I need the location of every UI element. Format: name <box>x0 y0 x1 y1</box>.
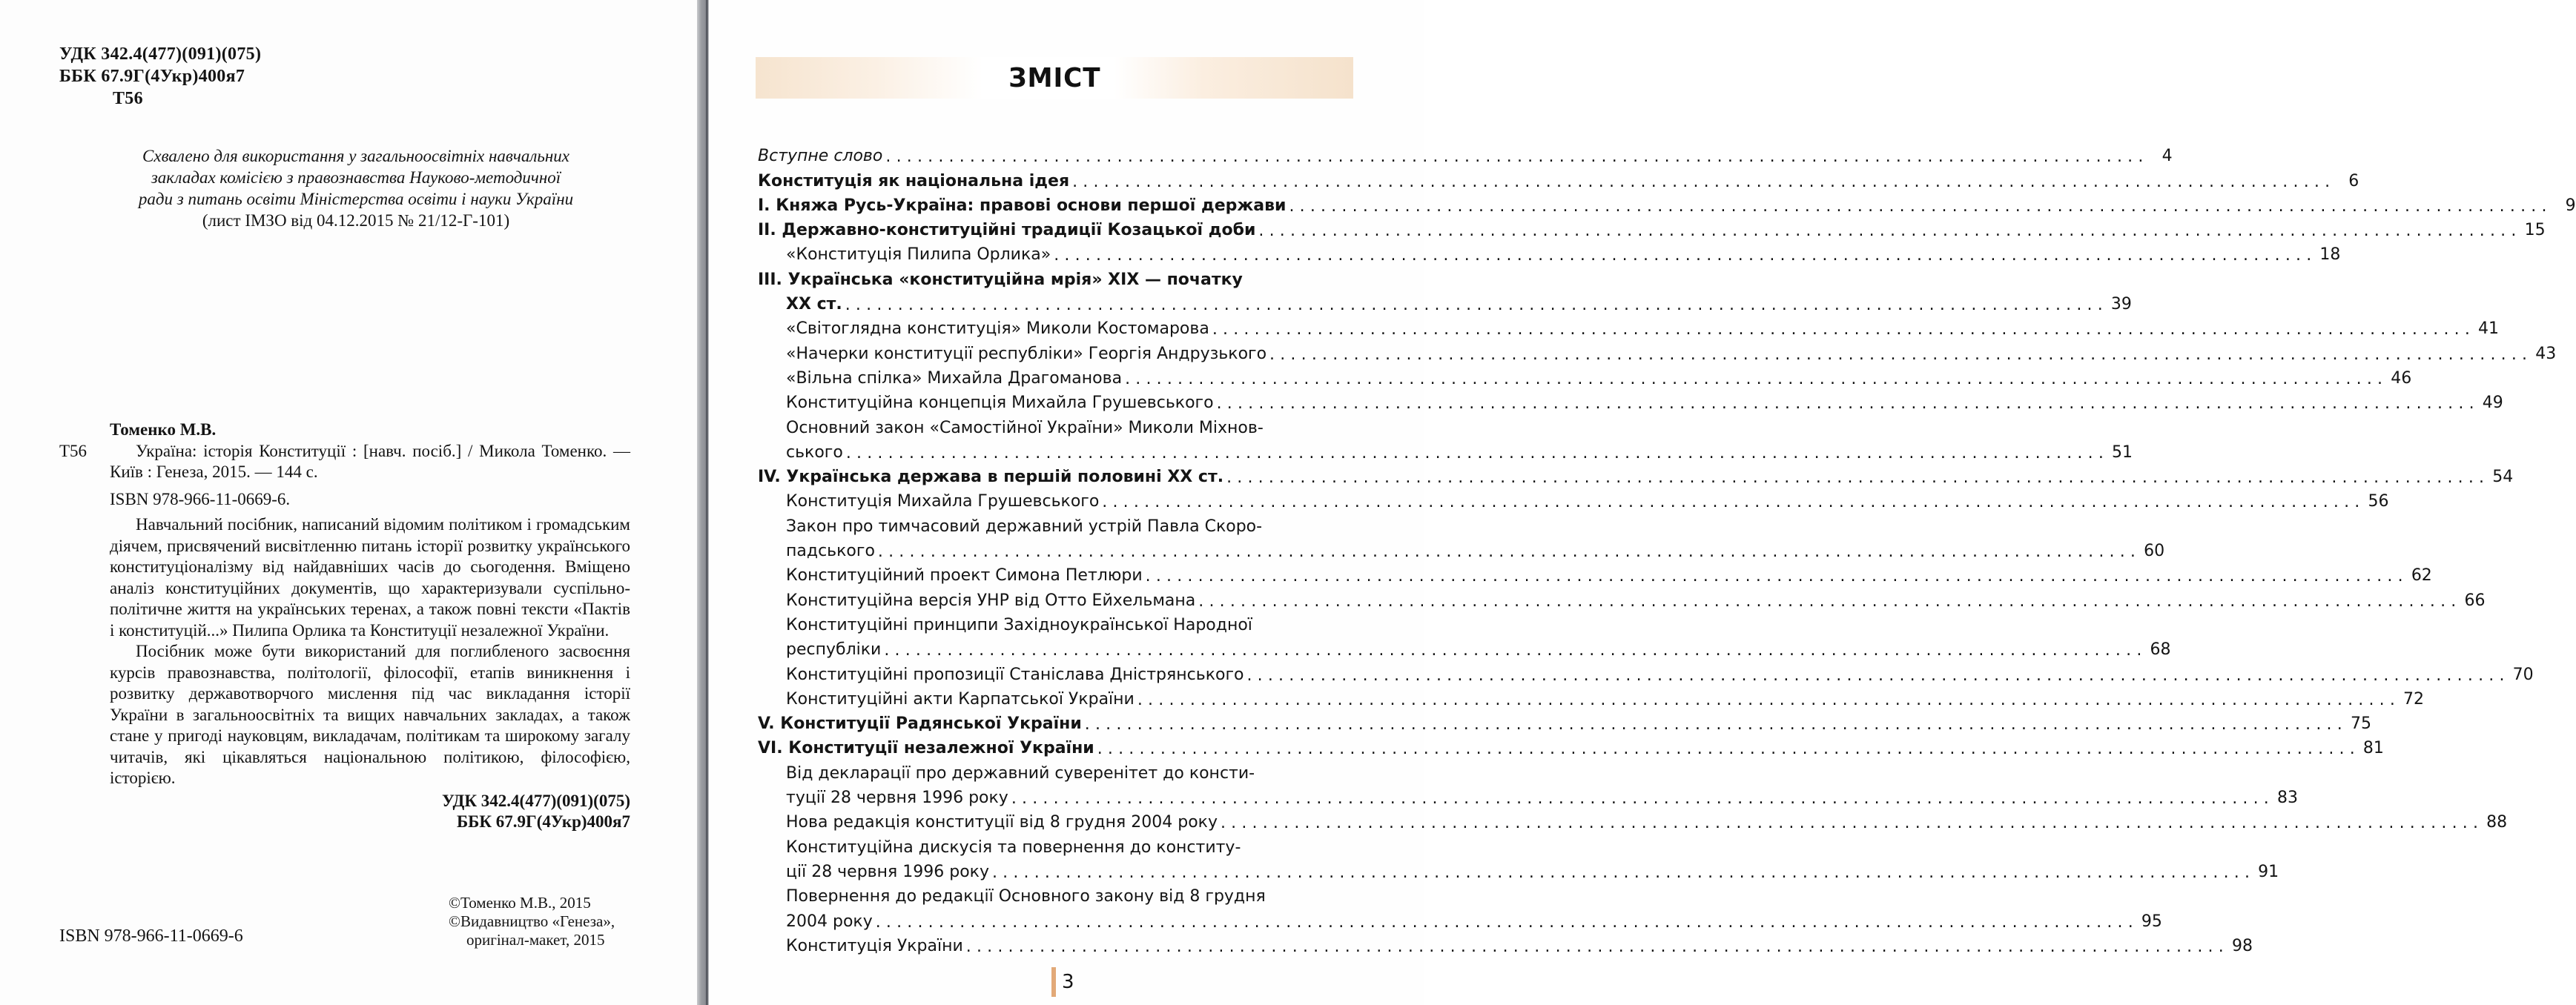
approval-letter: (лист ІМЗО від 04.12.2015 № 21/12-Г-101) <box>202 211 510 230</box>
toc-entry-title: Конституція України <box>786 936 963 955</box>
approval-line: закладах комісією з правознавства Науково-методичної <box>151 168 561 187</box>
toc-leader-dots: ........................................................................................................................ <box>1246 666 2510 685</box>
toc-entry[interactable] <box>758 412 1366 437</box>
toc-leader-dots: ........................................................................................................................ <box>884 641 2147 660</box>
toc-entry[interactable] <box>758 807 2508 833</box>
toc-entry-page: 4 <box>2161 147 2173 166</box>
toc-entry[interactable] <box>758 906 2162 932</box>
catalog-description: Україна: історія Конституції : [навч. посіб.] / Микола Томенко. — Київ : Генеза, 2015. — 144 с. <box>110 441 630 481</box>
toc-entry-page: 75 <box>2350 714 2371 734</box>
toc-entry-page: 39 <box>2110 295 2132 314</box>
toc-entry-page: 46 <box>2391 368 2412 388</box>
toc-header-band <box>756 57 1353 99</box>
author-sign: Т56 <box>113 89 143 108</box>
isbn: ISBN 978-966-11-0669-6 <box>59 926 243 946</box>
bbk-code: ББК 67.9Г(4Укр)400я7 <box>59 67 245 86</box>
toc-entry-title: І. Княжа Русь-Україна: правові основи першої держави <box>758 196 1287 215</box>
toc-entry-title: Нова редакція конституції від 8 грудня 2004 року <box>786 813 1218 832</box>
toc-entry-page: 98 <box>2231 936 2253 955</box>
toc-entry-page: 43 <box>2535 344 2557 363</box>
toc-entry-title: Конституційні принципи Західноукраїнської Народної <box>786 615 1252 634</box>
toc-leader-dots: ........................................................................................................................ <box>1220 814 2484 833</box>
toc-entry[interactable] <box>758 684 2425 709</box>
toc-entry[interactable] <box>758 757 1366 782</box>
toc-entry-title: ського <box>786 442 843 462</box>
toc-entry-page: 9 <box>2565 196 2576 215</box>
toc-entry-title: IV. Українська держава в першій половині ХХ ст. <box>758 468 1224 487</box>
toc-entry-page: 56 <box>2368 492 2389 511</box>
toc-entry-page: 18 <box>2319 245 2341 265</box>
toc-entry-title: Повернення до редакції Основного закону від 8 грудня <box>786 887 1266 906</box>
left-page <box>0 0 697 1005</box>
toc-entry[interactable] <box>758 141 2173 167</box>
toc-entry[interactable] <box>758 363 2412 388</box>
toc-entry-page: 70 <box>2512 665 2534 684</box>
toc-entry[interactable] <box>758 783 2298 809</box>
toc-entry-title: Конституційні акти Карпатської України <box>786 689 1135 709</box>
toc-leader-dots: ........................................................................................................................ <box>965 937 2229 956</box>
toc-entry-page: 54 <box>2492 468 2514 487</box>
toc-entry[interactable] <box>758 190 2576 216</box>
toc-entry-title: ції 28 червня 1996 року <box>786 862 989 881</box>
toc-leader-dots: ........................................................................................................................ <box>1072 172 2336 191</box>
toc-entry-title: Вступне слово <box>758 147 883 166</box>
toc-entry-title: Конституційні пропозиції Станіслава Дністрянського <box>786 665 1244 684</box>
toc-entry[interactable] <box>758 239 2341 265</box>
toc-entry[interactable] <box>758 511 1366 535</box>
toc-entry-title: Конституція як національна ідея <box>758 171 1070 190</box>
toc-leader-dots: ........................................................................................................................ <box>875 912 2139 932</box>
copyright-publisher: ©Видавництво «Генеза», <box>449 912 615 930</box>
toc-leader-dots: ........................................................................................................................ <box>1226 468 2490 488</box>
toc-entry-page: 68 <box>2150 640 2171 660</box>
toc-entry-title: Конституційний проект Симона Петлюри <box>786 566 1143 586</box>
annotation-paragraph: Посібник може бути використаний для поглибленого засвоєння курсів правознавства, політології, філософії, етапів виникнення і розвитку державотворчого мислення під час викладання історії України в загальноосвітніх та вищих навчальних закладах, а також стане у пригоді науковцям, викладачам, політикам та широкому загалу читачів, які цікавляться національною політикою, філософією, історією. <box>110 642 630 787</box>
toc-leader-dots: ........................................................................................................................ <box>991 863 2256 882</box>
toc-entry[interactable] <box>758 314 2500 339</box>
toc-entry-title: 2004 року <box>786 912 873 931</box>
toc-leader-dots: ........................................................................................................................ <box>877 543 2141 562</box>
toc-entry[interactable] <box>758 437 2133 462</box>
catalog-code: Т56 <box>59 441 87 460</box>
toc-leader-dots: ........................................................................................................................ <box>1289 196 2552 216</box>
catalog-record <box>59 419 630 833</box>
toc-entry-title: Від декларації про державний суверенітет до консти- <box>786 763 1255 783</box>
toc-entry-page: 15 <box>2524 221 2546 240</box>
toc-entry-page: 6 <box>2348 171 2359 190</box>
copyright-author: ©Томенко М.В., 2015 <box>449 894 591 912</box>
toc-entry-page: 51 <box>2112 442 2133 462</box>
toc-entry[interactable] <box>758 659 2534 685</box>
toc-entry[interactable] <box>758 338 2557 364</box>
toc-entry[interactable] <box>758 931 2253 956</box>
toc-entry-title: «Вільна спілка» Михайла Драгоманова <box>786 368 1123 388</box>
toc-entry-title: «Світоглядна конституція» Миколи Костомарова <box>786 319 1209 339</box>
toc-entry[interactable] <box>758 536 2165 562</box>
toc-leader-dots: ........................................................................................................................ <box>1102 493 2365 512</box>
toc-entry[interactable] <box>758 585 2486 611</box>
toc-leader-dots: ........................................................................................................................ <box>1084 715 2348 734</box>
toc-entry-title: V. Конституції Радянської України <box>758 714 1082 734</box>
toc-entry[interactable] <box>758 289 2132 315</box>
toc-entry-title: «Конституція Пилипа Орлика» <box>786 245 1051 265</box>
approval-line: Схвалено для використання у загальноосвітніх навчальних <box>142 147 569 165</box>
toc-entry-title: ІІ. Державно-конституційні традиції Козацької доби <box>758 221 1256 240</box>
toc-leader-dots: ........................................................................................................................ <box>1125 369 2388 388</box>
toc-leader-dots: ........................................................................................................................ <box>1198 591 2462 611</box>
page-number <box>1051 967 1074 997</box>
toc-leader-dots: ........................................................................................................................ <box>1258 222 2522 241</box>
toc-leader-dots: ........................................................................................................................ <box>1212 320 2476 339</box>
table-of-contents <box>758 141 2576 956</box>
toc-entry[interactable] <box>758 264 1366 288</box>
toc-leader-dots: ........................................................................................................................ <box>1145 567 2408 586</box>
toc-entry[interactable] <box>758 881 1366 906</box>
toc-entry[interactable] <box>758 165 2359 191</box>
toc-leader-dots: ........................................................................................................................ <box>1216 394 2480 414</box>
book-spine <box>697 0 709 1005</box>
toc-entry-title: Конституційна дискусія та повернення до конститу- <box>786 838 1241 857</box>
toc-entry-title: падського <box>786 542 875 561</box>
catalog-bbk: ББК 67.9Г(4Укр)400я7 <box>456 812 630 831</box>
toc-entry-title: Конституційна концепція Михайла Грушевського <box>786 394 1214 413</box>
toc-entry-title: туції 28 червня 1996 року <box>786 789 1008 808</box>
toc-entry[interactable] <box>758 832 1366 856</box>
toc-leader-dots: ........................................................................................................................ <box>1137 690 2401 709</box>
toc-entry[interactable] <box>758 462 2514 488</box>
toc-entry[interactable] <box>758 610 1366 634</box>
toc-entry-title: Закон про тимчасовий державний устрій Павла Скоро- <box>786 517 1263 536</box>
toc-entry-page: 91 <box>2258 862 2279 881</box>
toc-entry-page: 49 <box>2482 394 2503 413</box>
catalog-udk: УДК 342.4(477)(091)(075) <box>441 791 630 810</box>
toc-entry[interactable] <box>758 634 2171 660</box>
library-codes <box>59 43 261 110</box>
toc-leader-dots: ........................................................................................................................ <box>1011 789 2274 809</box>
toc-entry[interactable] <box>758 486 2389 512</box>
catalog-isbn: ISBN 978-966-11-0669-6. <box>110 489 291 508</box>
toc-entry[interactable] <box>758 709 2371 734</box>
toc-entry-page: 66 <box>2464 591 2486 610</box>
toc-entry-title: республіки <box>786 640 882 660</box>
toc-entry-title: Конституційна версія УНР від Отто Ейхельмана <box>786 591 1196 610</box>
toc-entry-title: VI. Конституції незалежної України <box>758 739 1094 758</box>
toc-leader-dots: ........................................................................................................................ <box>845 296 2108 315</box>
toc-leader-dots: ........................................................................................................................ <box>1097 740 2360 759</box>
copyright-layout: оригінал-макет, 2015 <box>466 931 605 949</box>
toc-leader-dots: ........................................................................................................................ <box>885 147 2149 167</box>
toc-entry[interactable] <box>758 388 2503 414</box>
toc-entry-page: 95 <box>2141 912 2162 931</box>
approval-notice <box>52 145 660 231</box>
udk-code: УДК 342.4(477)(091)(075) <box>59 44 262 64</box>
toc-entry-title: Основний закон «Самостійної України» Миколи Міхнов- <box>786 418 1264 437</box>
copyright-block <box>449 894 615 949</box>
toc-leader-dots: ........................................................................................................................ <box>845 443 2110 462</box>
toc-entry-title: ХХ ст. <box>786 295 842 314</box>
toc-entry[interactable] <box>758 733 2384 759</box>
toc-leader-dots: ........................................................................................................................ <box>1269 345 2533 364</box>
toc-entry-page: 60 <box>2144 542 2165 561</box>
toc-leader-dots: ........................................................................................................................ <box>1054 246 2317 265</box>
toc-entry-page: 83 <box>2277 789 2298 808</box>
toc-entry[interactable] <box>758 560 2432 586</box>
toc-entry[interactable] <box>758 857 2279 882</box>
toc-entry[interactable] <box>758 215 2546 241</box>
toc-entry-page: 81 <box>2362 739 2384 758</box>
toc-entry-title: ІІІ. Українська «конституційна мрія» ХІХ — початку <box>758 270 1243 289</box>
toc-entry-page: 72 <box>2403 689 2425 709</box>
toc-entry-title: Конституція Михайла Грушевського <box>786 492 1100 511</box>
page-marker <box>1051 967 1056 997</box>
toc-entry-page: 41 <box>2478 319 2500 339</box>
toc-title: ЗМІСТ <box>1008 62 1101 93</box>
page-number-text: 3 <box>1062 971 1074 993</box>
annotation-paragraph: Навчальний посібник, написаний відомим політиком і громадським діячем, присвячений висвітленню питань історії розвитку українського конституціоналізму від найдавніших часів до сьогодення. Вміщено аналіз конституційних документів, що характеризували суспільно-політичне життя на українських теренах, а також повні тексти «Пактів і конституцій...» Пилипа Орлика та Конституції незалежної України. <box>110 515 630 640</box>
toc-entry-page: 88 <box>2486 813 2508 832</box>
catalog-author: Томенко М.В. <box>110 420 217 439</box>
toc-entry-title: «Начерки конституції республіки» Георгія Андрузького <box>786 344 1267 363</box>
toc-entry-page: 62 <box>2411 566 2432 586</box>
approval-line: ради з питань освіти Міністерства освіти і науки України <box>138 190 574 208</box>
